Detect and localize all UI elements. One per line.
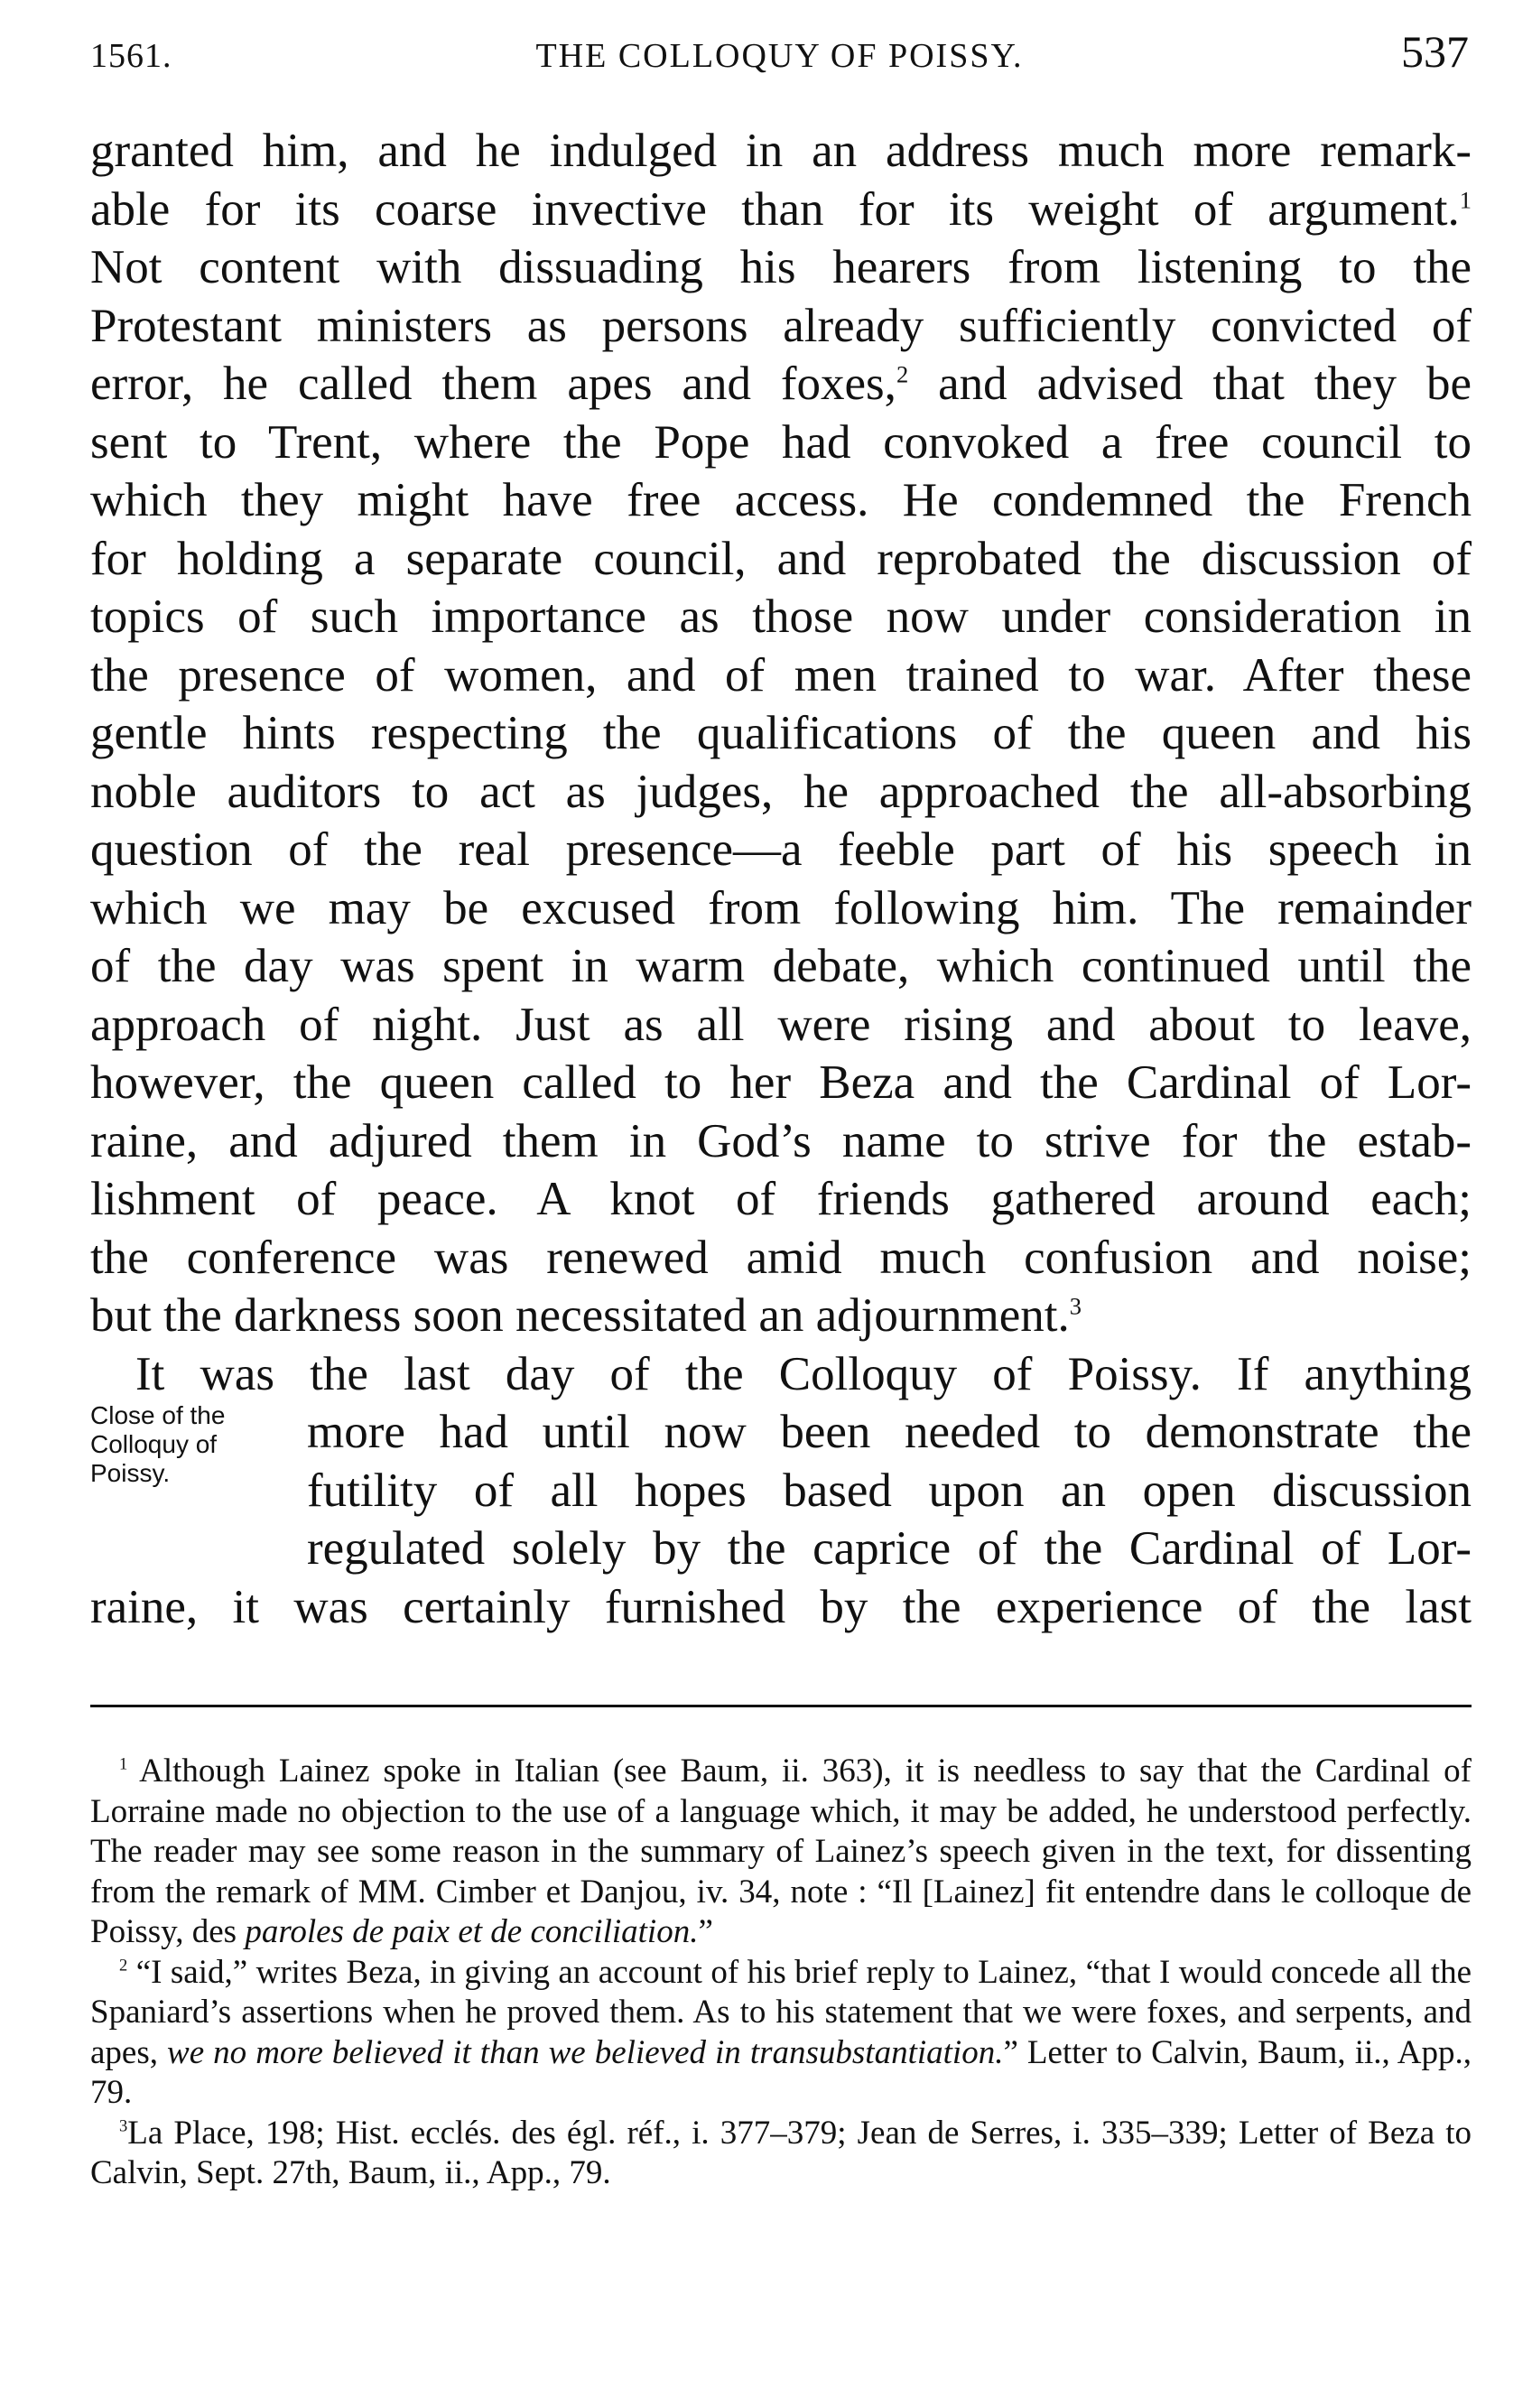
text-line: futility of all hopes based upon an open discussion [307, 1464, 1472, 1517]
text-line: Not content with dissuading his hearers from listening to the [90, 241, 1472, 293]
text-line: granted him, and he indulged in an address much more remark- [90, 125, 1472, 177]
margin-note [90, 1401, 289, 1488]
text-line: gentle hints respecting the qualifications of the queen and his [90, 707, 1472, 759]
header-title: THE COLLOQUY OF POISSY. [535, 37, 1024, 75]
text-line: lishment of peace. A knot of friends gathered around each; [90, 1173, 1472, 1225]
text-line: raine, it was certainly furnished by the experience of the last [90, 1580, 1472, 1633]
footnote-ref-3[interactable]: 3 [1069, 1292, 1082, 1320]
text-line: more had until now been needed to demonstrate the [307, 1406, 1472, 1458]
text-line: noble auditors to act as judges, he approached the all-absorbing [90, 765, 1472, 818]
indented-block [90, 1400, 1472, 1578]
footnote-mark: 1 [119, 1755, 128, 1774]
text-line: It was the last day of the Colloquy of Poissy. If anything [135, 1347, 1472, 1400]
margin-note-line: Poissy. [90, 1458, 171, 1487]
text-line [90, 1287, 1472, 1345]
text-line: approach of night. Just as all were rising and about to leave, [90, 998, 1472, 1051]
footnote-ref-1[interactable]: 1 [1459, 185, 1472, 213]
footnote-2 [90, 1953, 1472, 2114]
footnotes [90, 1752, 1472, 2194]
footnote-divider [90, 1705, 1472, 1707]
text-line: the presence of women, and of men trained to war. After these [90, 648, 1472, 702]
text-line: sent to Trent, where the Pope had convoked a free council to [90, 415, 1472, 469]
text-line [90, 355, 1472, 414]
text-line: which they might have free access. He condemned the French [90, 474, 1472, 526]
text-line: regulated solely by the caprice of the Cardinal of Lor- [307, 1522, 1472, 1575]
footnote-3 [90, 2114, 1472, 2194]
text-segment: error, he called them apes and foxes, [90, 358, 896, 410]
footnote-text: Although Lainez spoke in Italian (see Baum, ii. 363), it is needless to say that the Cardinal of Lorraine made no objection to the use of a language which, it may be added, he understood perfectly. The reader may see some reason in the summary of Lainez’s speech given in the text, for dissenting from the remark of MM. Cimber et Danjou, iv. 34, note : “Il [Lainez] fit entendre dans le colloque de Poissy, des [90, 1753, 1472, 1950]
text-line: the conference was renewed amid much confusion and noise; [90, 1231, 1472, 1284]
text-line: question of the real presence—a feeble part of his speech in [90, 823, 1472, 876]
footnote-mark: 2 [119, 1957, 128, 1976]
margin-note-line: Close of the [90, 1400, 226, 1429]
running-header [90, 25, 1469, 88]
footnote-mark: 3 [119, 2117, 128, 2136]
text-segment: but the darkness soon necessitated an adjournment. [90, 1289, 1070, 1342]
header-year: 1561. [90, 37, 172, 75]
text-line: of the day was spent in warm debate, which continued until the [90, 940, 1472, 992]
footnote-ref-2[interactable]: 2 [896, 360, 909, 388]
main-text [90, 122, 1472, 1636]
footnote-italic: paroles de paix et de conciliation. [245, 1913, 699, 1950]
footnote-text: ” Letter to Calvin, Baum, ii., App., 79. [90, 2033, 1472, 2111]
footnote-text: La Place, 198; Hist. ecclés. des égl. réf., i. 377–379; Jean de Serres, i. 335–339; Letter of Beza to Calvin, Sept. 27th, Baum, ii., App., 79. [90, 2114, 1472, 2191]
footnote-1 [90, 1752, 1472, 1953]
paragraph-1 [90, 122, 1472, 1345]
text-line [90, 181, 1472, 239]
footnote-text: “I said,” writes Beza, in giving an account of his brief reply to Lainez, “that I would concede all the Spaniard’s assertions when he proved them. As to his statement that we were foxes, and serpents, and apes, [90, 1953, 1472, 2071]
text-line: raine, and adjured them in God’s name to strive for the estab- [90, 1114, 1472, 1167]
text-segment: able for its coarse invective than for its weight of argument. [90, 182, 1460, 236]
text-line: for holding a separate council, and reprobated the discussion of [90, 532, 1472, 585]
text-line: Protestant ministers as persons already sufficiently convicted of [90, 299, 1472, 352]
text-line: topics of such importance as those now under consideration in [90, 590, 1472, 643]
paragraph-2 [90, 1345, 1472, 1637]
text-segment: and advised that they be [908, 358, 1472, 410]
page-number: 537 [1401, 26, 1469, 77]
text-line: however, the queen called to her Beza and the Cardinal of Lor- [90, 1056, 1472, 1109]
footnote-italic: we no more believed it than we believed in transubstantiation. [167, 2033, 1004, 2071]
text-line: which we may be excused from following him. The remainder [90, 881, 1472, 934]
footnote-text: ” [698, 1913, 713, 1950]
margin-note-line: Colloquy of [90, 1429, 218, 1458]
